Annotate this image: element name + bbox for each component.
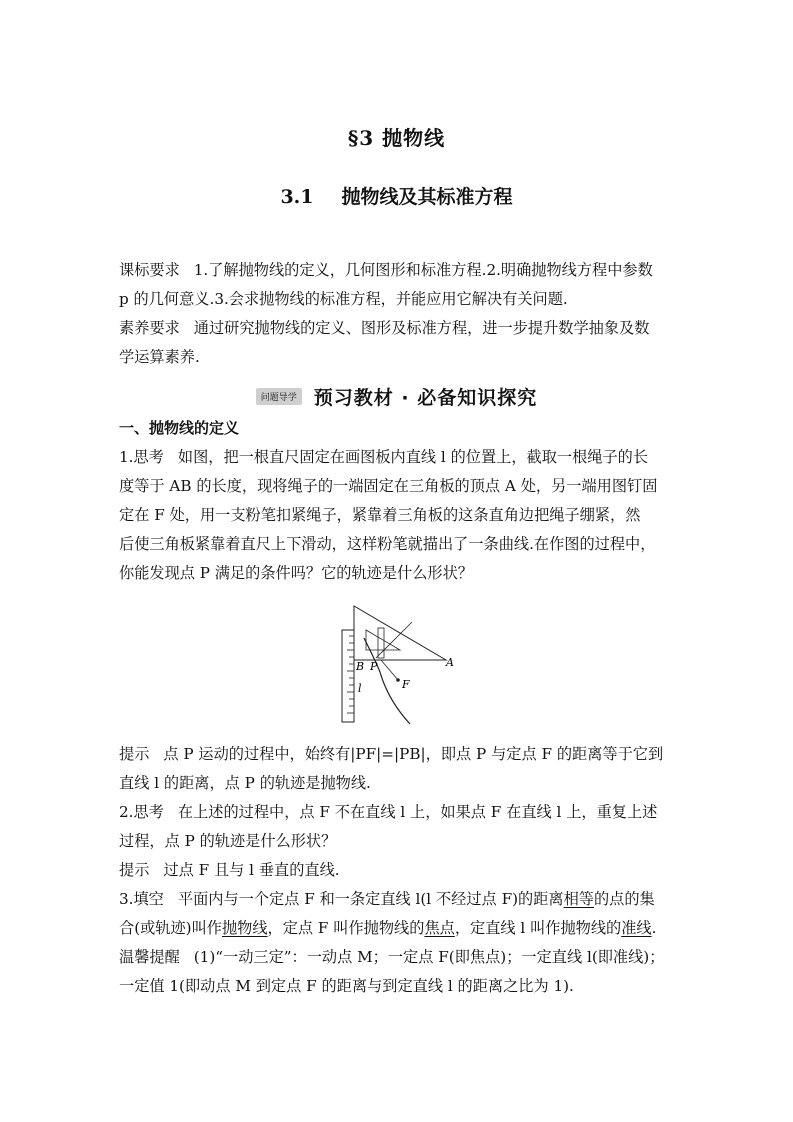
subsection-title [0,182,793,209]
fill-blank-focus: 焦点 [424,919,455,937]
fill-text: 合(或轨迹)叫作 [119,919,222,937]
tip-label: 温馨提醒 [119,948,180,966]
label-P: P [370,660,378,673]
tip-line-2: 一定值 1(即动点 M 到定点 F 的距离与到定直线 l 的距离之比为 1). [119,977,574,995]
hint2-label: 提示 [119,861,150,879]
hint2-text: 过点 F 且与 l 垂直的直线. [163,861,340,879]
q1-line: 如图，把一根直尺固定在画图板内直线 l 的位置上，截取一根绳子的长 [177,448,649,466]
fill-text: ，定点 F 叫作抛物线的 [267,919,425,937]
definition-block [119,414,675,588]
section-header [0,383,793,410]
req-label: 课标要求 [119,261,180,279]
ruler-ticks [347,636,354,713]
hint1-line-2: 直线 l 的距离，点 P 的轨迹是抛物线. [119,774,371,792]
fill-text: 的点的集 [593,890,655,908]
tip-line-1: (1)“一动三定”：一动点 M；一定点 F(即焦点)；一定直线 l(即准线)； [193,948,665,966]
req-line-1: 1.了解抛物线的定义，几何图形和标准方程.2.明确抛物线方程中参数 [193,261,653,279]
fill-text: 平面内与一个定点 F 和一条定直线 l(l 不经过点 F)的距离 [177,890,564,908]
triangle-board [354,606,446,660]
hint1-line-1: 点 P 运动的过程中，始终有|PF|=|PB|，即点 P 与定点 F 的距离等于它到 [163,745,664,763]
fill-text: ，定直线 l 叫作抛物线的 [454,919,622,937]
subsection-number: 3.1 [280,186,314,208]
section-header-title: 预习教材 · 必备知识探究 [313,387,538,409]
hint1-label: 提示 [119,745,150,763]
subsection-text: 抛物线及其标准方程 [341,186,513,208]
fill-blank-parabola: 抛物线 [221,919,268,937]
label-A: A [446,656,454,669]
fill-blank-equal: 相等 [563,890,594,908]
q2-line-2: 过程，点 P 的轨迹是什么形状？ [119,832,337,850]
chalk-line [376,622,412,658]
fill-text: . [651,919,657,937]
label-B: B [356,660,365,673]
label-l: l [358,682,362,695]
q1-line: 定在 F 处，用一支粉笔扣紧绳子，紧靠着三角板的这条直角边把绳子绷紧，然 [119,506,641,524]
q1-line: 你能发现点 P 满足的条件吗？它的轨迹是什么形状？ [119,564,473,582]
triangle-inner [366,630,400,650]
q2-line-1: 在上述的过程中，点 F 不在直线 l 上，如果点 F 在直线 l 上，重复上述 [177,803,658,821]
curriculum-requirements [119,256,675,372]
parabola-construction-figure [336,600,460,728]
req-line-2: p 的几何意义.3.会求抛物线的标准方程，并能应用它解决有关问题. [119,290,568,308]
section-tag: 问题导学 [256,388,302,405]
q1-label: 1.思考 [119,448,164,466]
fill-blank-directrix: 准线 [621,919,652,937]
sub-heading: 一、抛物线的定义 [119,419,240,437]
hints-and-fill [119,740,675,1001]
literacy-line-2: 学运算素养. [119,348,200,366]
label-F: F [402,678,410,691]
fill-label: 3.填空 [119,890,164,908]
q2-label: 2.思考 [119,803,164,821]
literacy-line-1: 通过研究抛物线的定义、图形及标准方程，进一步提升数学抽象及数 [193,319,650,337]
ruler [342,630,354,722]
literacy-label: 素养要求 [119,319,180,337]
q1-line: 度等于 AB 的长度，现将绳子的一端固定在三角板的顶点 A 处，另一端用图钉固 [119,477,658,495]
focus-point [396,678,400,682]
q1-line: 后使三角板紧靠着直尺上下滑动，这样粉笔就描出了一条曲线.在作图的过程中， [119,535,656,553]
section-title: §3 抛物线 [347,126,446,150]
